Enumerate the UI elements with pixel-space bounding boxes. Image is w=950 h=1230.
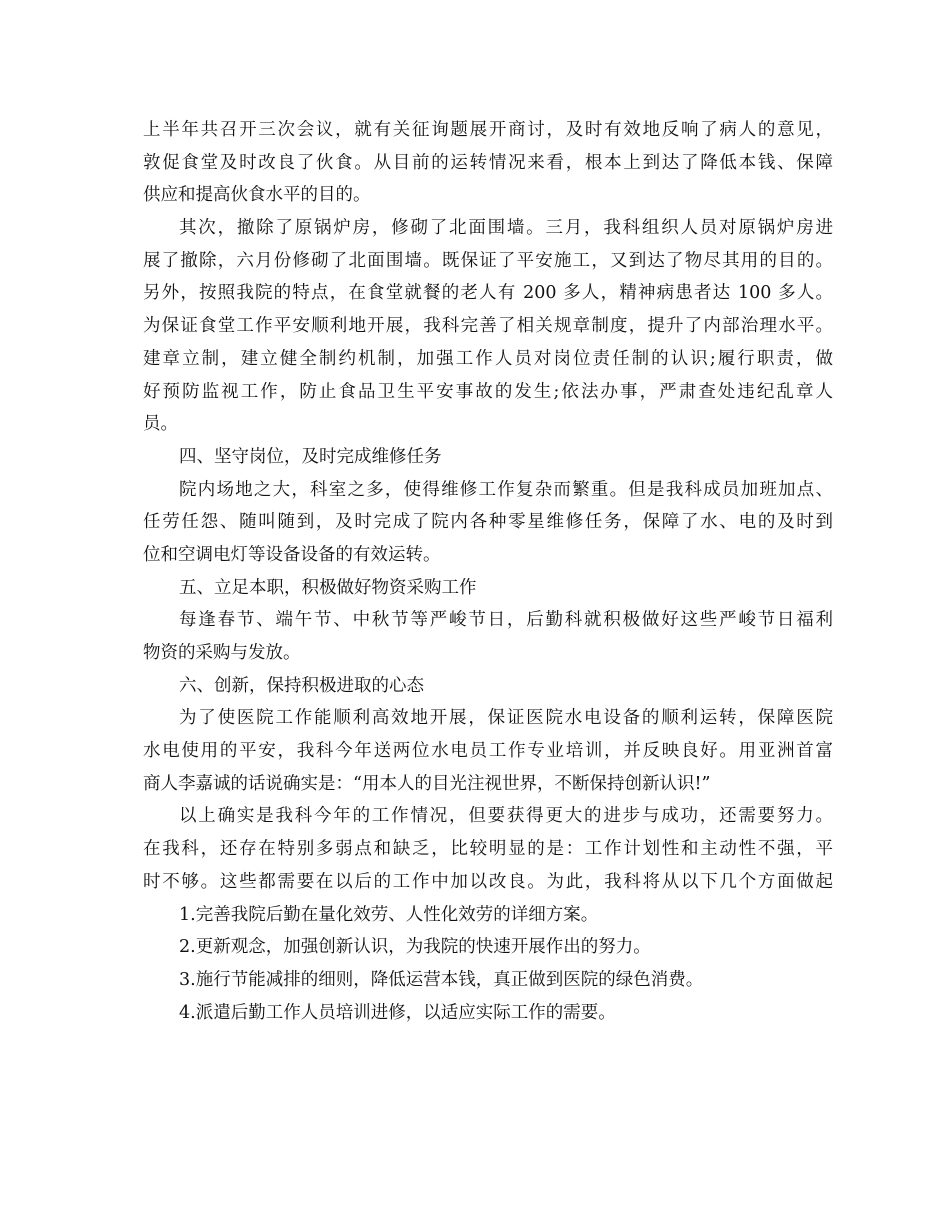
text-line: 另外，按照我院的特点，在食堂就餐的老人有 200 多人，精神病患者达 100 多人。 (143, 283, 833, 304)
text-line: 时不够。这些都需要在以后的工作中加以改良。为此，我科将从以下几个方面做起 (143, 871, 833, 892)
text-line: 每逢春节、端午节、中秋节等严峻节日，后勤科就积极做好这些严峻节日福利 (179, 610, 833, 631)
text-line: 物资的采购与发放。 (143, 643, 301, 663)
text-line: 在我科，还存在特别多弱点和缺乏，比较明显的是：工作计划性和主动性不强，平 (143, 839, 833, 860)
text-line: 院内场地之大，科室之多，使得维修工作复杂而繁重。但是我科成员加班加点、 (179, 479, 833, 500)
text-line: 敦促食堂及时改良了伙食。从目前的运转情况来看，根本上到达了降低本钱、保障 (143, 152, 833, 173)
text-line: 水电使用的平安，我科今年送两位水电员工作专业培训，并反映良好。用亚洲首富 (143, 741, 833, 762)
text-line: 上半年共召开三次会议，就有关征询题展开商讨，及时有效地反响了病人的意见， (143, 120, 833, 140)
text-line: 3.施行节能减排的细则，降低运营本钱，真正做到医院的绿色消费。 (179, 969, 704, 990)
document-body (143, 114, 833, 1029)
text-line: 4.派遣后勤工作人员培训进修，以适应实际工作的需要。 (179, 1002, 616, 1023)
text-line: 为了使医院工作能顺利高效地开展，保证医院水电设备的顺利运转，保障医院 (179, 708, 833, 729)
text-line: 展了撤除，六月份修砌了北面围墙。既保证了平安施工，又到达了物尽其用的目的。 (143, 250, 833, 271)
text-line: 建章立制，建立健全制约机制，加强工作人员对岗位责任制的认识;履行职责，做 (143, 348, 833, 369)
text-line: 任劳任怨、随叫随到，及时完成了院内各种零星维修任务，保障了水、电的及时到 (143, 512, 833, 533)
text-line: 1.完善我院后勤在量化效劳、人性化效劳的详细方案。 (179, 904, 599, 925)
text-line: 其次，撤除了原锅炉房，修砌了北面围墙。三月，我科组织人员对原锅炉房进 (179, 218, 833, 239)
text-line: 2.更新观念，加强创新认识，为我院的快速开展作出的努力。 (179, 937, 651, 958)
text-line: 六、创新，保持积极进取的心态 (179, 675, 424, 696)
text-line: 好预防监视工作，防止食品卫生平安事故的发生;依法办事，严肃查处违纪乱章人 (143, 381, 833, 402)
text-line: 四、坚守岗位，及时完成维修任务 (179, 446, 442, 467)
text-line: 五、立足本职，积极做好物资采购工作 (179, 577, 477, 598)
text-line: 供应和提高伙食水平的目的。 (143, 185, 371, 206)
text-line: 以上确实是我科今年的工作情况，但要获得更大的进步与成功，还需要努力。 (179, 806, 833, 827)
text-line: 员。 (143, 414, 178, 435)
text-line: 位和空调电灯等设备设备的有效运转。 (143, 544, 441, 565)
text-line: 为保证食堂工作平安顺利地开展，我科完善了相关规章制度，提升了内部治理水平。 (143, 316, 833, 337)
text-line: 商人李嘉诚的话说确实是：“用本人的目光注视世界，不断保持创新认识!” (143, 773, 711, 794)
